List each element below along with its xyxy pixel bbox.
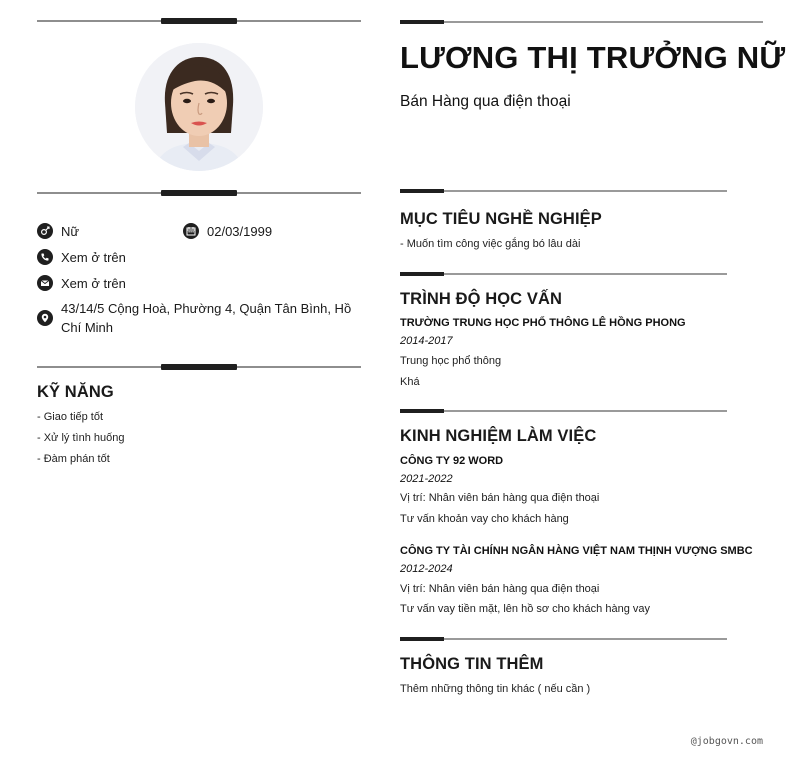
right-divider-extra [400,638,727,640]
job-position: Vị trí: Nhân viên bán hàng qua điện thoại [400,583,600,595]
left-divider-skills [37,366,361,368]
email-icon [37,275,53,291]
objective-text: - Muốn tìm công việc gắng bó lâu dài [400,238,581,250]
skill-item: - Đàm phán tốt [37,453,110,465]
job-period: 2021-2022 [400,473,453,485]
extra-title: THÔNG TIN THÊM [400,655,544,673]
gender-value: Nữ [61,224,80,239]
phone-icon [37,249,53,265]
left-divider-top [37,20,361,22]
job-period: 2012-2024 [400,563,453,575]
gender-row [37,222,79,241]
avatar [135,43,263,171]
left-divider-contact [37,192,361,194]
skills-title: KỸ NĂNG [37,383,114,401]
right-divider-top [400,21,763,23]
candidate-name: LƯƠNG THỊ TRƯỞNG NỮ [400,40,786,75]
job-description: Tư vấn khoản vay cho khách hàng [400,513,569,525]
right-divider-experience [400,410,727,412]
education-level: Trung học phổ thông [400,355,502,367]
job-company: CÔNG TY 92 WORD [400,455,504,467]
address-row [37,299,367,337]
phone-value: Xem ở trên [61,250,126,265]
education-school: TRƯỜNG TRUNG HỌC PHỔ THÔNG LÊ HỒNG PHONG [400,317,686,329]
right-divider-objective [400,190,727,192]
job-company: CÔNG TY TÀI CHÍNH NGÂN HÀNG VIỆT NAM THỊNH VƯỢNG SMBC [400,545,753,557]
dob-value: 02/03/1999 [207,224,273,239]
education-grade: Khá [400,376,420,388]
location-icon [37,310,53,326]
dob-row [183,222,272,241]
gender-icon [37,223,53,239]
candidate-role: Bán Hàng qua điện thoại [400,93,571,110]
experience-title: KINH NGHIỆM LÀM VIỆC [400,427,597,445]
address-value: 43/14/5 Cộng Hoà, Phường 4, Quận Tân Bình, Hồ Chí Minh [61,301,352,335]
phone-row [37,248,126,267]
email-row [37,274,126,293]
watermark: @jobgovn.com [690,736,763,747]
job-position: Vị trí: Nhân viên bán hàng qua điện thoại [400,492,600,504]
skill-item: - Xử lý tình huống [37,432,125,444]
job-description: Tư vấn vay tiền mặt, lên hồ sơ cho khách hàng vay [400,603,650,615]
email-value: Xem ở trên [61,276,126,291]
calendar-icon [183,223,199,239]
objective-title: MỤC TIÊU NGHỀ NGHIỆP [400,210,602,228]
right-divider-education [400,273,727,275]
skill-item: - Giao tiếp tốt [37,411,104,423]
education-period: 2014-2017 [400,335,453,347]
extra-text: Thêm những thông tin khác ( nếu cần ) [400,683,591,695]
education-title: TRÌNH ĐỘ HỌC VẤN [400,290,563,308]
